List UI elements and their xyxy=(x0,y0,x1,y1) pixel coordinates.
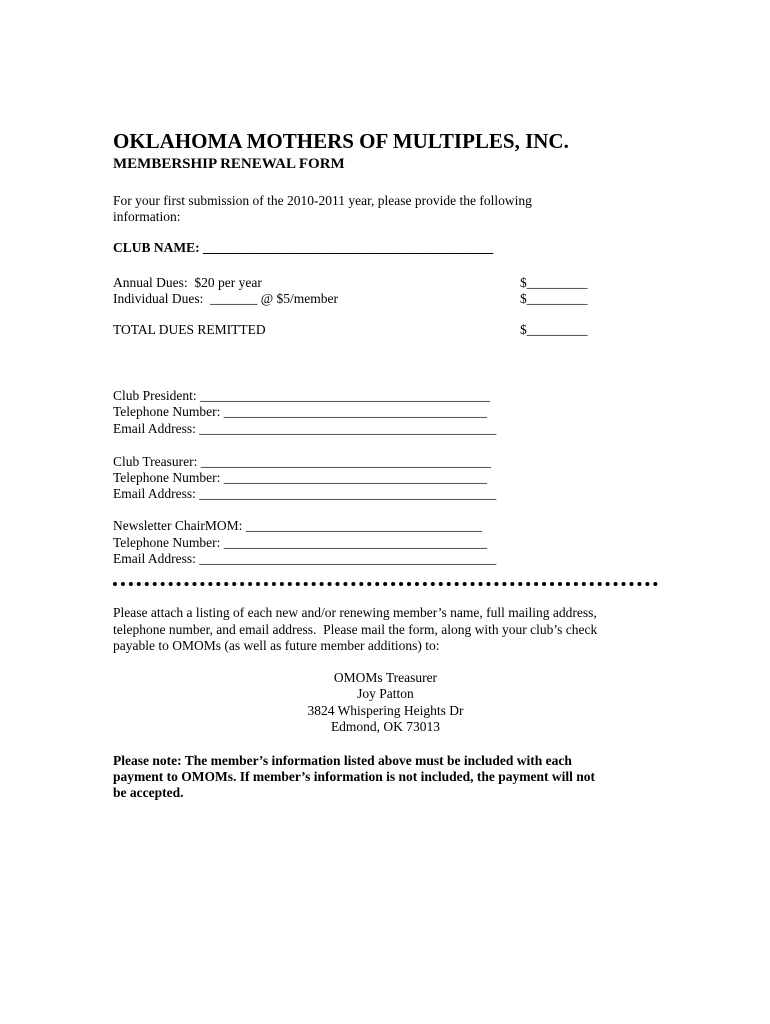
note-line-1: Please note: The member’s information listed above must be included with each xyxy=(113,753,572,768)
newsletter-chair-phone-field[interactable]: Telephone Number: _______________________________________ xyxy=(113,535,488,550)
president-phone-field[interactable]: Telephone Number: _______________________________________ xyxy=(113,404,488,419)
form-title: OKLAHOMA MOTHERS OF MULTIPLES, INC. xyxy=(113,129,569,153)
treasurer-phone-field[interactable]: Telephone Number: _______________________________________ xyxy=(113,470,488,485)
note-line-3: be accepted. xyxy=(113,785,184,800)
treasurer-email-field[interactable]: Email Address: ____________________________________________ xyxy=(113,486,497,501)
individual-dues-field[interactable]: Individual Dues: _______ @ $5/member xyxy=(113,291,339,306)
newsletter-chair-email-field[interactable]: Email Address: ____________________________________________ xyxy=(113,551,497,566)
club-name-field[interactable]: CLUB NAME: ___________________________________________ xyxy=(113,240,494,255)
instructions-line-1: Please attach a listing of each new and/or renewing member’s name, full mailing address, xyxy=(113,605,597,620)
dotted-divider xyxy=(113,582,658,586)
annual-dues-amount-field[interactable]: $_________ xyxy=(520,275,588,290)
instructions-line-2: telephone number, and email address. Please mail the form, along with your club’s check xyxy=(113,622,598,637)
mailing-city-state-zip: Edmond, OK 73013 xyxy=(330,719,441,734)
total-dues-amount-field[interactable]: $_________ xyxy=(520,322,588,337)
total-dues-label: TOTAL DUES REMITTED xyxy=(113,322,266,337)
mailing-street: 3824 Whispering Heights Dr xyxy=(307,703,464,718)
annual-dues-label: Annual Dues: $20 per year xyxy=(113,275,262,290)
treasurer-name-field[interactable]: Club Treasurer: ___________________________________________ xyxy=(113,454,491,469)
mailing-name: Joy Patton xyxy=(357,686,414,701)
intro-line-1: For your first submission of the 2010-2011 year, please provide the following xyxy=(113,193,532,208)
form-subtitle: MEMBERSHIP RENEWAL FORM xyxy=(113,156,345,172)
note-line-2: payment to OMOMs. If member’s information is not included, the payment will not xyxy=(113,769,595,784)
instructions-line-3: payable to OMOMs (as well as future member additions) to: xyxy=(113,638,440,653)
president-name-field[interactable]: Club President: ___________________________________________ xyxy=(113,388,491,403)
intro-line-2: information: xyxy=(113,209,181,224)
individual-dues-amount-field[interactable]: $_________ xyxy=(520,291,588,306)
mailing-recipient: OMOMs Treasurer xyxy=(333,670,438,685)
newsletter-chair-name-field[interactable]: Newsletter ChairMOM: ___________________________________ xyxy=(113,518,482,533)
president-email-field[interactable]: Email Address: ____________________________________________ xyxy=(113,421,497,436)
